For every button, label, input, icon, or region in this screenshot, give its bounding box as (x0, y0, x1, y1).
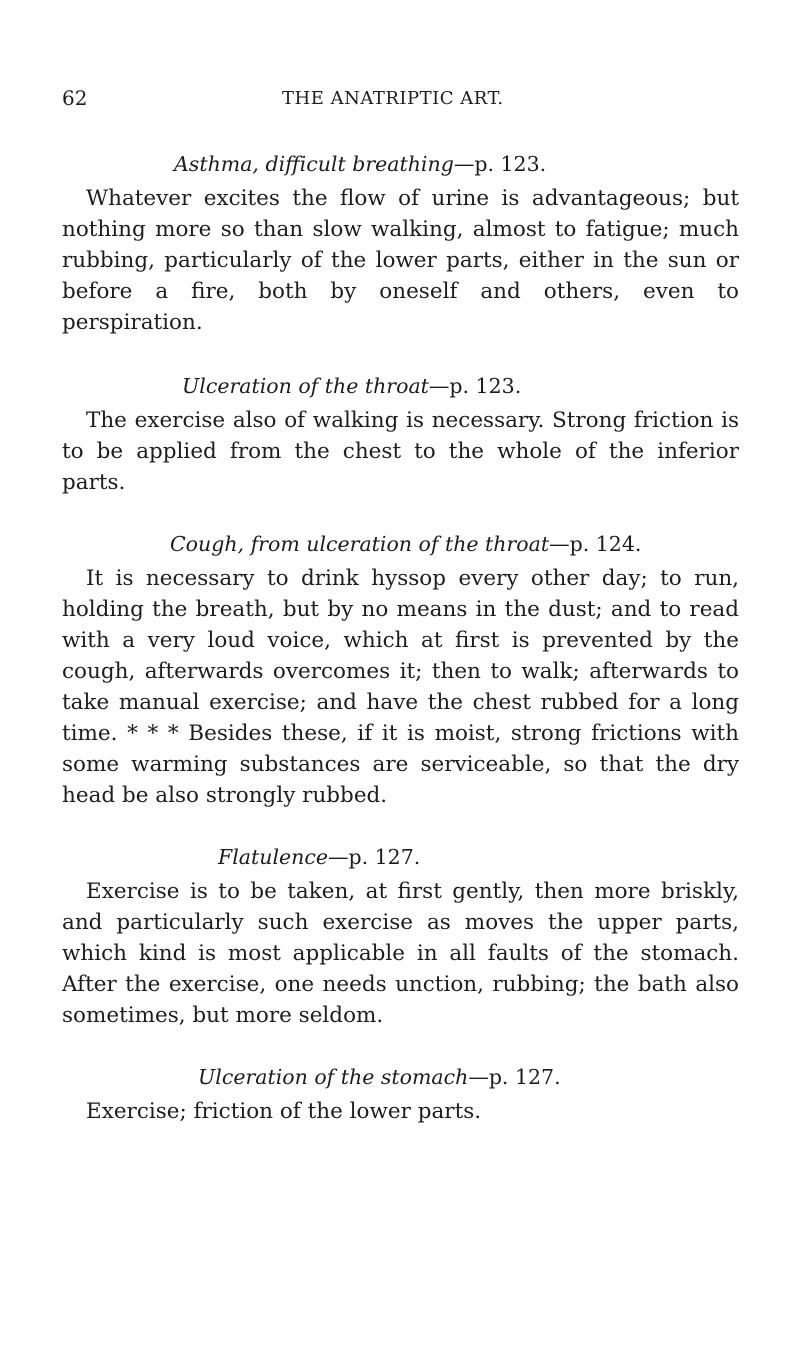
heading-text: Cough, from ulceration of the throat (170, 532, 550, 556)
section-heading (62, 1063, 739, 1092)
section-ulceration-throat (62, 372, 739, 498)
section-body: Exercise; friction of the lower parts. (86, 1099, 482, 1124)
heading-text: Flatulence (218, 845, 328, 869)
section-heading (62, 843, 739, 872)
section-heading (62, 150, 739, 179)
section-flatulence (62, 843, 739, 1031)
running-title: THE ANATRIPTIC ART. (282, 88, 504, 109)
section-heading (62, 372, 739, 401)
page-reference: —p. 127. (327, 845, 421, 869)
running-head (62, 86, 739, 116)
section-body: Whatever excites the flow of urine is advantageous; but nothing more so than slow walking, almost to fatigue; much rubbing, particularly of the lower parts, either in the sun or before a fire, both by oneself and others, even to perspiration. (62, 186, 739, 335)
heading-text: Ulceration of the throat (182, 374, 429, 398)
section-heading (62, 530, 739, 559)
section-body: The exercise also of walking is necessary. Strong friction is to be applied from the chest to the whole of the inferior parts. (62, 408, 739, 495)
heading-text: Ulceration of the stomach (198, 1065, 469, 1089)
heading-text: Asthma, difficult breathing (174, 152, 454, 176)
section-cough (62, 530, 739, 811)
section-body: Exercise is to be taken, at first gently, then more briskly, and particularly such exercise as moves the upper parts, which kind is most applicable in all faults of the stomach. After the exercise, one needs unction, rubbing; the bath also sometimes, but more seldom. (62, 879, 739, 1028)
section-asthma (62, 150, 739, 338)
page-reference: —p. 123. (428, 374, 522, 398)
section-body: It is necessary to drink hyssop every other day; to run, holding the breath, but by no means in the dust; and to read with a very loud voice, which at first is prevented by the cough, afterwards overcomes it; then to walk; afterwards to take manual exercise; and have the chest rubbed for a long time. * * * Besides these, if it is moist, strong frictions with some warming substances are serviceable, so that the dry head be also strongly rubbed. (62, 566, 739, 808)
section-ulceration-stomach (62, 1063, 739, 1127)
book-page (62, 86, 739, 1127)
page-reference: —p. 123. (453, 152, 547, 176)
page-number: 62 (62, 86, 88, 110)
page-reference: —p. 127. (468, 1065, 561, 1089)
page-reference: —p. 124. (549, 532, 642, 556)
